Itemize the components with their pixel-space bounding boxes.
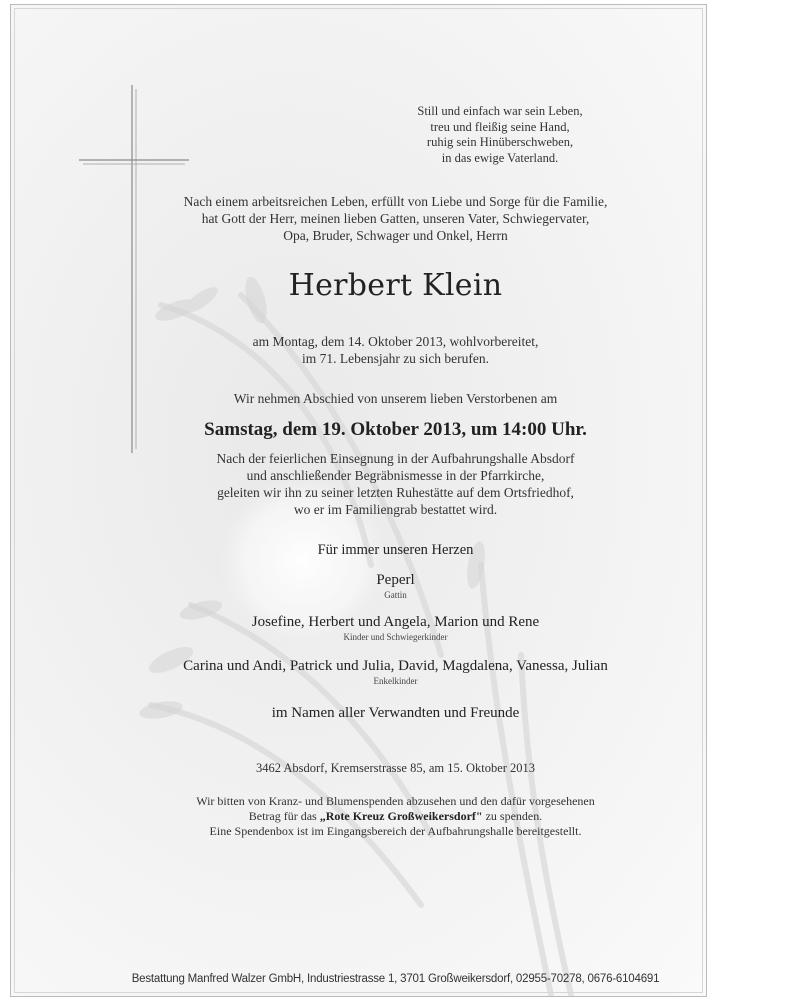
poem-line: Still und einfach war sein Leben, bbox=[417, 104, 583, 118]
donation-request bbox=[0, 794, 791, 839]
intro-line: Nach einem arbeitsreichen Leben, erfüllt von Liebe und Sorge für die Familie, bbox=[183, 194, 608, 209]
intro-paragraph bbox=[0, 193, 791, 244]
farewell-statement: Wir nehmen Abschied von unserem lieben Verstorbenen am bbox=[233, 391, 558, 406]
deceased-name: Herbert Klein bbox=[288, 268, 503, 303]
relatives-line: im Namen aller Verwandten und Freunde bbox=[271, 705, 520, 721]
ceremony-line: wo er im Familiengrab bestattet wird. bbox=[293, 502, 498, 517]
ceremony-line: Nach der feierlichen Einsegnung in der Aufbahrungshalle Absdorf bbox=[216, 451, 575, 466]
donation-line bbox=[0, 809, 791, 824]
mourner-names: Peperl bbox=[376, 572, 415, 588]
mourner-role: Kinder und Schwiegerkinder bbox=[343, 632, 448, 642]
mourner-names: Josefine, Herbert und Angela, Marion und Rene bbox=[251, 614, 540, 630]
donation-line: Eine Spendenbox ist im Eingangsbereich der Aufbahrungshalle bereitgestellt. bbox=[209, 824, 582, 838]
funeral-home-footer: Bestattung Manfred Walzer GmbH, Industriestrasse 1, 3701 Großweikersdorf, 02955-70278, 0676-6104691 bbox=[131, 973, 660, 985]
death-line: im 71. Lebensjahr zu sich berufen. bbox=[301, 351, 490, 366]
donation-prefix: Betrag für das bbox=[248, 809, 320, 823]
death-line: am Montag, dem 14. Oktober 2013, wohlvorbereitet, bbox=[252, 334, 539, 349]
address-date-line: 3462 Absdorf, Kremserstrasse 85, am 15. Oktober 2013 bbox=[255, 761, 536, 775]
donation-suffix: zu spenden. bbox=[482, 809, 543, 823]
ceremony-details bbox=[0, 450, 791, 518]
funeral-date: Samstag, dem 19. Oktober 2013, um 14:00 Uhr. bbox=[204, 419, 587, 440]
death-statement bbox=[0, 333, 791, 367]
intro-line: hat Gott der Herr, meinen lieben Gatten, unseren Vater, Schwiegervater, bbox=[201, 211, 590, 226]
mourner-role: Gattin bbox=[384, 590, 407, 600]
charity-name: „Rote Kreuz Großweikersdorf" bbox=[319, 809, 483, 823]
poem-line: in das ewige Vaterland. bbox=[441, 150, 559, 165]
memorial-poem bbox=[360, 104, 640, 166]
mourner-names: Carina und Andi, Patrick und Julia, David, Magdalena, Vanessa, Julian bbox=[183, 658, 608, 674]
mourners-heading: Für immer unseren Herzen bbox=[317, 542, 474, 558]
poem-line: ruhig sein Hinüberschweben, bbox=[426, 135, 574, 149]
donation-line: Wir bitten von Kranz- und Blumenspenden abzusehen und den dafür vorgesehenen bbox=[196, 794, 595, 808]
mourner-role: Enkelkinder bbox=[373, 676, 418, 686]
intro-line: Opa, Bruder, Schwager und Onkel, Herrn bbox=[283, 228, 508, 243]
ceremony-line: geleiten wir ihn zu seiner letzten Ruhestätte auf dem Ortsfriedhof, bbox=[217, 485, 574, 500]
ceremony-line: und anschließender Begräbnismesse in der Pfarrkirche, bbox=[246, 468, 545, 483]
poem-line: treu und fleißig seine Hand, bbox=[430, 119, 570, 134]
